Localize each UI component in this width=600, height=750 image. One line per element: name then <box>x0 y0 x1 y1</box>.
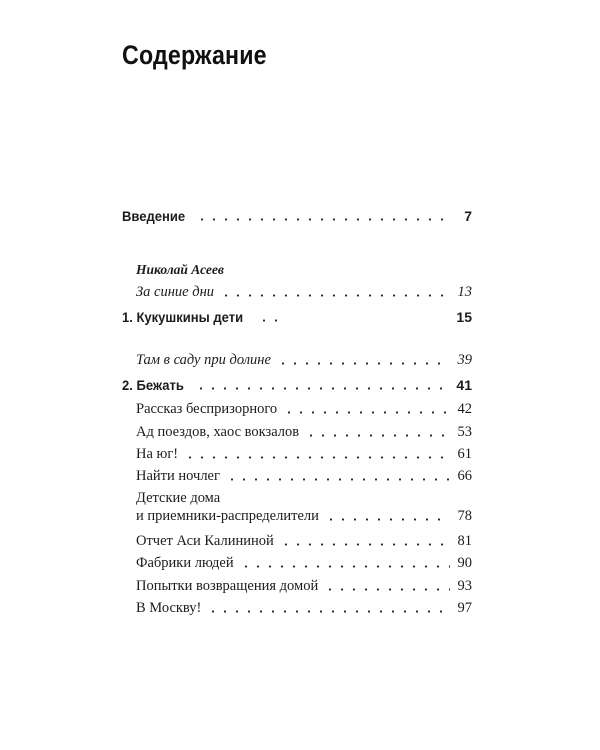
dot-leader <box>220 294 450 297</box>
toc-entry-label: 2. Бежать <box>122 377 184 393</box>
dot-leader <box>280 543 450 546</box>
page-title: Содержание <box>122 40 267 70</box>
toc-entry-ad-poezdov[interactable] <box>136 424 472 441</box>
dot-leader <box>283 411 450 414</box>
toc-page-number: 93 <box>457 578 472 594</box>
toc-entry-chapter-2[interactable] <box>122 377 472 394</box>
toc-entry-label: и приемники-распределители <box>136 508 319 524</box>
dot-leader <box>207 610 450 613</box>
toc-page-number: 13 <box>457 284 472 300</box>
toc-entry-v-moskvu[interactable] <box>136 600 472 617</box>
toc-page-number: 81 <box>457 533 472 549</box>
toc-entry-label: На юг! <box>136 446 179 462</box>
dot-leader <box>226 478 450 481</box>
dot-leader <box>305 434 450 437</box>
toc-page-number: 61 <box>457 446 472 462</box>
dot-leader <box>195 387 450 390</box>
toc-entry-otchet[interactable] <box>136 533 472 550</box>
toc-entry-popytki[interactable] <box>136 578 472 595</box>
toc-entry-detskie-doma[interactable] <box>136 508 472 525</box>
toc-entry-label: Введение <box>122 208 186 224</box>
toc-entry-label: За синие дни <box>136 284 215 300</box>
toc-entry-label-line1: Детские дома <box>136 490 221 506</box>
toc-entry-nayti-nochleg[interactable] <box>136 468 472 485</box>
toc-entry-label: Рассказ беспризорного <box>136 401 278 417</box>
dot-leader <box>196 218 450 221</box>
dot-leader <box>184 456 450 459</box>
toc-entry-chapter-1[interactable] <box>122 309 472 326</box>
dot-leader <box>277 362 450 365</box>
toc-page-number: 7 <box>464 208 472 224</box>
toc-entry-fabriki[interactable] <box>136 555 472 572</box>
toc-entry-tam-v-sadu[interactable] <box>136 352 472 369</box>
toc-entry-introduction[interactable] <box>122 208 472 225</box>
toc-entry-na-yug[interactable] <box>136 446 472 463</box>
toc-entry-label: Там в саду при долине <box>136 352 271 368</box>
toc-page-number: 39 <box>457 352 472 368</box>
toc-page-number: 15 <box>456 309 472 325</box>
dot-leader <box>258 319 286 322</box>
toc-entry-rasskaz[interactable] <box>136 401 472 418</box>
toc-page-number: 78 <box>457 508 472 524</box>
toc-page-number: 90 <box>457 555 472 571</box>
toc-page-number: 53 <box>457 424 472 440</box>
toc-entry-label: Найти ночлег <box>136 468 220 484</box>
toc-entry-label: Фабрики людей <box>136 555 234 571</box>
toc-page-number: 66 <box>457 468 472 484</box>
toc-entry-label: В Москву! <box>136 600 202 616</box>
toc-page-number: 42 <box>457 401 472 417</box>
toc-entry-label: 1. Кукушкины дети <box>122 309 244 325</box>
toc-entry-label: Ад поездов, хаос вокзалов <box>136 424 300 440</box>
dot-leader <box>324 588 450 591</box>
toc-entry-za-sinie-dni[interactable] <box>136 284 472 301</box>
toc-entry-label: Попытки возвращения домой <box>136 578 319 594</box>
toc-page-number: 97 <box>457 600 472 616</box>
dot-leader <box>325 518 450 521</box>
toc-entry-label: Отчет Аси Калининой <box>136 533 274 549</box>
toc-page-number: 41 <box>456 377 472 393</box>
toc-author: Николай Асеев <box>136 262 224 277</box>
dot-leader <box>240 565 450 568</box>
